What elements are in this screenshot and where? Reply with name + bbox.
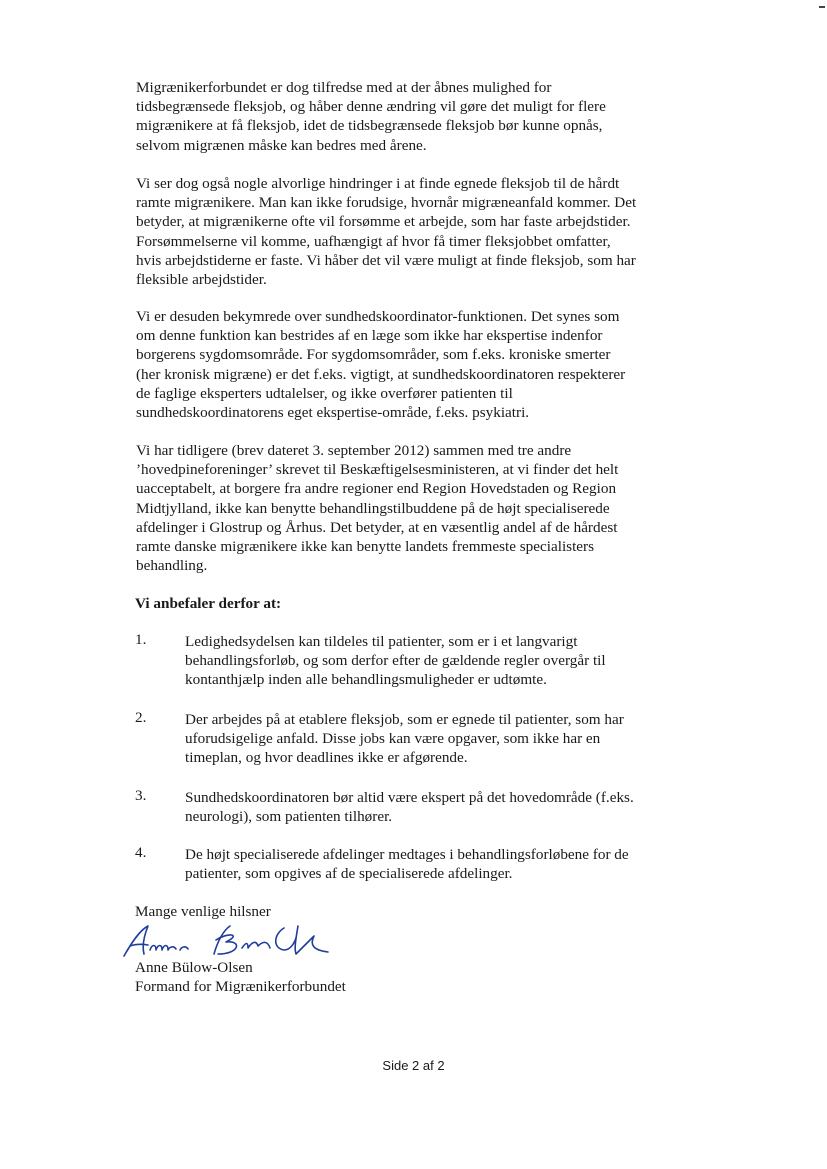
text-line: migrænikere at få fleksjob, idet de tidsbegrænsede fleksjob bør kunne opnås, [136,117,603,135]
paragraph-hindringer [136,174,696,289]
closing-greeting: Mange venlige hilsner [135,903,271,920]
text-line: uforudsigelige anfald. Disse jobs kan være opgaver, som ikke har en [185,730,601,748]
handwritten-signature [118,920,338,962]
list-item-number: 1. [135,631,147,648]
text-line: Vi ser dog også nogle alvorlige hindringer i at finde egnede fleksjob til de hårdt [136,175,620,192]
text-line: Sundhedskoordinatoren bør altid være ekspert på det hovedområde (f.eks. [185,789,634,806]
text-line: kontanthjælp inden alle behandlingsmuligheder er udtømte. [185,671,547,689]
text-line: ’hovedpineforeninger’ skrevet til Beskæftigelsesministeren, at vi finder det helt [136,461,619,479]
list-item-number: 2. [135,709,147,726]
text-line: patienter, som opgives af de specialiserede afdelinger. [185,865,513,883]
text-line: selvom migrænen måske kan bedres med årene. [136,136,427,154]
text-line: neurologi), som patienten tilhører. [185,808,393,826]
scan-mark [819,6,825,8]
text-line: behandling. [136,557,208,575]
text-line: hvis arbejdstiderne er faste. Vi håber det vil være muligt at finde fleksjob, som har [136,251,636,269]
text-line: fleksible arbejdstider. [136,271,267,289]
text-line: Vi har tidligere (brev dateret 3. september 2012) sammen med tre andre [136,442,572,459]
text-line: afdelinger i Glostrup og Århus. Det betyder, at en væsentlig andel af de hårdest [136,518,618,536]
text-line: de faglige eksperters udtalelser, og ikke overfører patienten til [136,384,513,402]
text-line: uacceptabelt, at borgere fra andre regioner end Region Hovedstaden og Region [136,480,617,498]
signer-title: Formand for Migrænikerforbundet [135,978,346,996]
text-line: Vi er desuden bekymrede over sundhedskoordinator-funktionen. Det synes som [136,308,620,325]
text-line: om denne funktion kan bestrides af en læge som ikke har ekspertise indenfor [136,327,603,345]
list-item [185,632,705,690]
list-item [185,710,705,768]
text-line: ramte danske migrænikere ikke kan benytte landets fremmeste specialisters [136,538,594,556]
text-line: behandlingsforløb, og som derfor efter de gældende regler overgår til [185,652,606,670]
text-line: tidsbegrænsede fleksjob, og håber denne ændring vil gøre det muligt for flere [136,98,606,116]
list-item [185,845,705,883]
text-line: sundhedskoordinatorens eget ekspertise-område, f.eks. psykiatri. [136,404,530,422]
text-line: ramte migrænikere. Man kan ikke forudsige, hvornår migræneanfald kommer. Det [136,194,637,212]
text-line: Ledighedsydelsen kan tildeles til patienter, som er i et langvarigt [185,633,578,650]
page-number: Side 2 af 2 [382,1058,445,1073]
paragraph-hovedpineforeninger [136,441,696,575]
paragraph-sundhedskoordinator [136,307,696,422]
text-line: Migrænikerforbundet er dog tilfredse med at der åbnes mulighed for [136,79,552,96]
list-item-number: 3. [135,787,147,804]
text-line: Forsømmelserne vil komme, uafhængigt af hvor få timer fleksjobbet omfatter, [136,232,611,250]
text-line: (her kronisk migræne) er det f.eks. vigtigt, at sundhedskoordinatoren respekterer [136,365,626,383]
text-line: De højt specialiserede afdelinger medtages i behandlingsforløbene for de [185,846,629,863]
recommendations-heading: Vi anbefaler derfor at: [135,595,282,612]
text-line: borgerens sygdomsområde. For sygdomsområder, som f.eks. kroniske smerter [136,346,611,364]
list-item [185,788,705,826]
text-line: betyder, at migrænikerne ofte vil forsømme et arbejde, som har faste arbejdstider. [136,213,631,231]
text-line: Midtjylland, ikke kan benytte behandlingstilbuddene på de højt specialiserede [136,499,610,517]
list-item-number: 4. [135,844,147,861]
signer-name: Anne Bülow-Olsen [135,959,253,976]
paragraph-fleksjob-tidsbegraensede [136,78,696,155]
text-line: Der arbejdes på at etablere fleksjob, som er egnede til patienter, som har [185,711,624,728]
signer-block [135,958,346,996]
text-line: timeplan, og hvor deadlines ikke er afgørende. [185,749,468,767]
